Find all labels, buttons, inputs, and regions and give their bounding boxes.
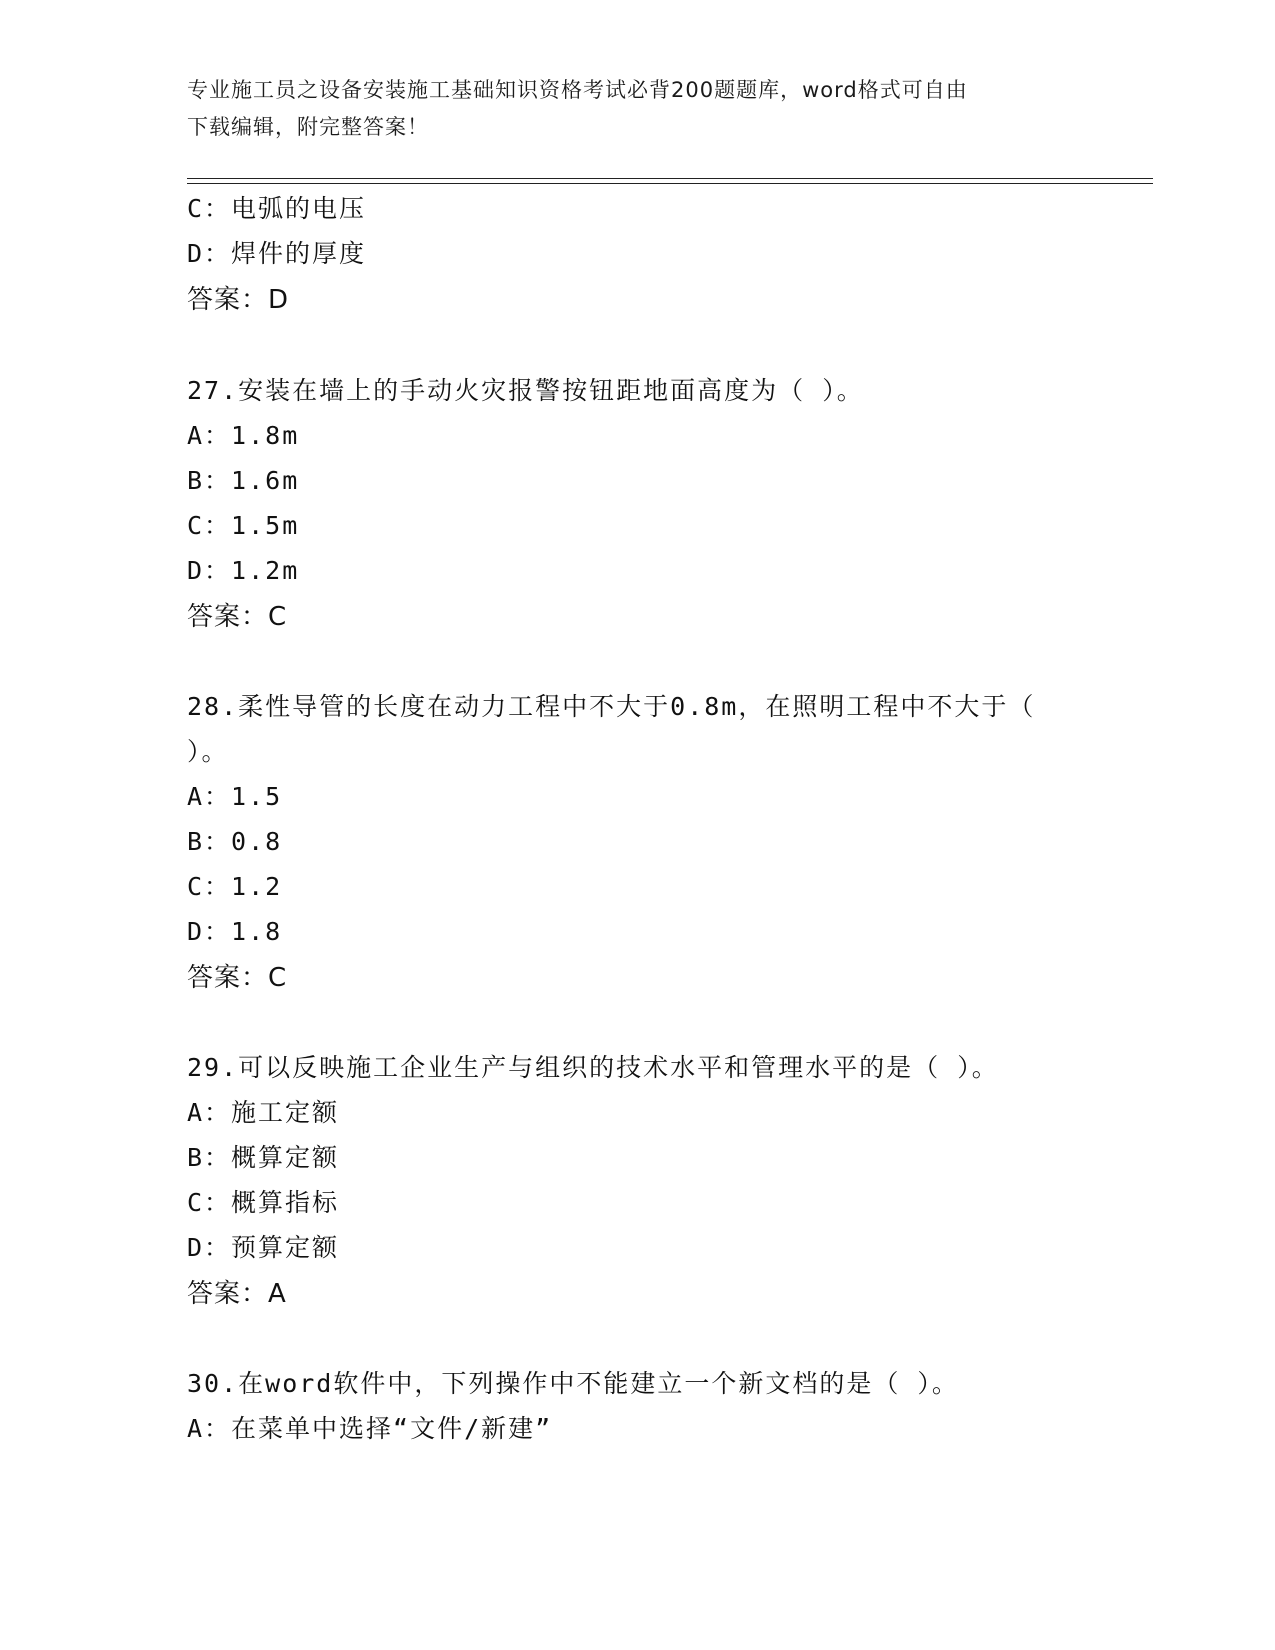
header-title-line-1: 专业施工员之设备安装施工基础知识资格考试必背200题题库，word格式可自由	[187, 78, 968, 102]
q30-option-a: A：在菜单中选择“文件/新建”	[187, 1414, 553, 1443]
q29-option-a: A：施工定额	[187, 1098, 340, 1127]
q27-option-c: C：1.5m	[187, 511, 300, 540]
q29-answer: 答案：A	[187, 1279, 287, 1309]
q29-option-d: D：预算定额	[187, 1233, 340, 1262]
q26-answer: 答案：D	[187, 285, 290, 315]
header-title-line-2: 下载编辑，附完整答案！	[187, 115, 429, 139]
q28-option-a: A：1.5	[187, 782, 283, 811]
q27-answer: 答案：C	[187, 602, 288, 632]
q30-question: 30.在word软件中，下列操作中不能建立一个新文档的是（ ）。	[187, 1369, 959, 1398]
q28-answer: 答案：C	[187, 963, 288, 993]
q28-question-line-2: ）。	[187, 737, 229, 766]
q26-option-c: C：电弧的电压	[187, 194, 367, 223]
q27-option-d: D：1.2m	[187, 556, 300, 585]
page-header	[187, 72, 1087, 146]
q28-option-c: C：1.2	[187, 872, 283, 901]
q27-question: 27.安装在墙上的手动火灾报警按钮距地面高度为（ ）。	[187, 376, 864, 405]
q29-option-c: C：概算指标	[187, 1188, 340, 1217]
q28-option-d: D：1.8	[187, 917, 283, 946]
q27-option-a: A：1.8m	[187, 421, 300, 450]
q28-option-b: B：0.8	[187, 827, 283, 856]
q26-option-d: D：焊件的厚度	[187, 239, 367, 268]
q29-option-b: B：概算定额	[187, 1143, 340, 1172]
header-divider-top	[187, 178, 1153, 179]
q28-question-line-1: 28.柔性导管的长度在动力工程中不大于0.8m，在照明工程中不大于（	[187, 692, 1036, 721]
header-divider-bottom	[187, 183, 1153, 184]
q29-question: 29.可以反映施工企业生产与组织的技术水平和管理水平的是（ ）。	[187, 1053, 999, 1082]
q27-option-b: B：1.6m	[187, 466, 300, 495]
